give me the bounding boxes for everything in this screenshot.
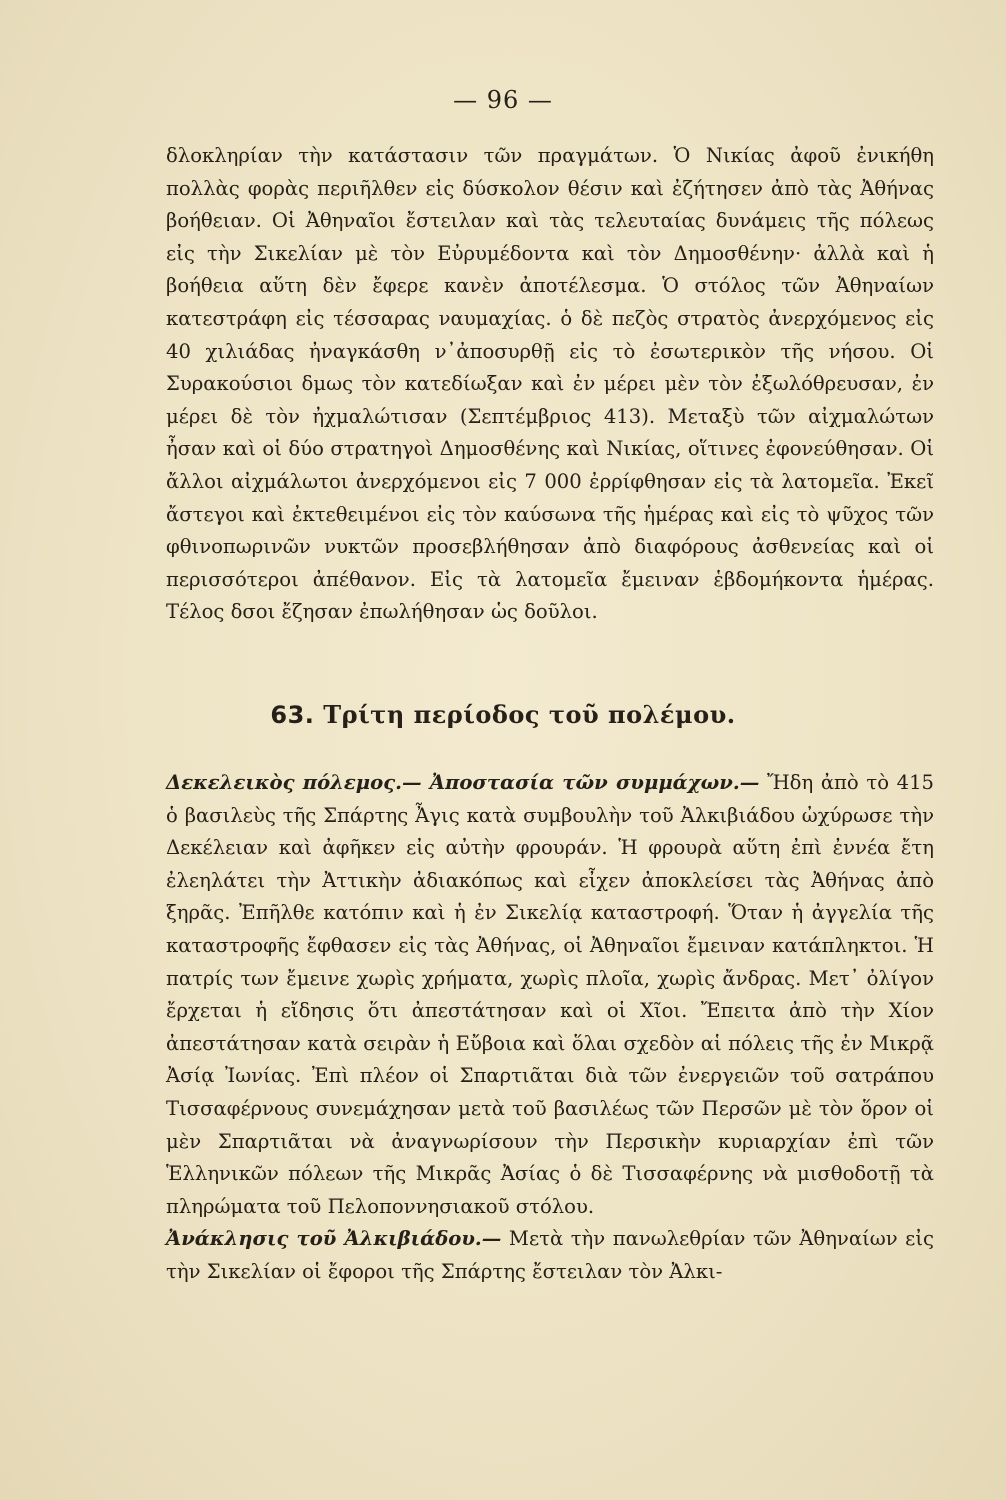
section-number: 63. xyxy=(270,701,315,729)
section-title: Τρίτη περίοδος τοῦ πολέμου. xyxy=(323,700,736,729)
paragraph-text: Μετὰ τὴν πανωλεθρίαν τῶν Ἀθηναίων εἰς τὴν Σικελίαν οἱ ἔφοροι τῆς Σπάρτης ἔστειλαν τὸν Ἀλκι- xyxy=(166,1227,934,1283)
paragraph-text: δλοκληρίαν τὴν κατάστασιν τῶν πραγμάτων. Ὁ Νικίας ἀφοῦ ἐνικήθη πολλὰς φορὰς περιῆλθεν εἰς δύσκολον θέσιν καὶ ἐζήτησεν ἀπὸ τὰς Ἀθήνας βοήθειαν. Οἱ Ἀθηναῖοι ἔστειλαν καὶ τὰς τελευταίας δυνάμεις τῆς πόλεως εἰς τὴν Σικελίαν μὲ τὸν Εὐρυμέδοντα καὶ τὸν Δημοσθένην· ἀλλὰ καὶ ἡ βοήθεια αὕτη δὲν ἔφερε κανὲν ἀποτέλεσμα. Ὁ στόλος τῶν Ἀθηναίων κατεστράφη εἰς τέσσαρας ναυμαχίας. ὁ δὲ πεζὸς στρατὸς ἀνερχόμενος εἰς 40 χιλιάδας ἠναγκάσθη ν᾽ἀποσυρθῇ εἰς τὸ ἐσωτερικὸν τῆς νήσου. Οἱ Συρακούσιοι δμως τὸν κατεδίωξαν καὶ ἐν μέρει μὲν τὸν ἐξωλόθρευσαν, ἐν μέρει δὲ τὸν ἠχμαλώτισαν (Σεπτέμβριος 413). Μεταξὺ τῶν αἰχμαλώτων ἦσαν καὶ οἱ δύο στρατηγοὶ Δημοσθένης καὶ Νικίας, οἵτινες ἐφονεύθησαν. Οἱ ἄλλοι αἰχμάλωτοι ἀνερχόμενοι εἰς 7 000 ἐρρίφθησαν εἰς τὰ λατομεῖα. Ἐκεῖ ἄστεγοι καὶ ἐκτεθειμένοι εἰς τὸν καύσωνα τῆς ἡμέρας καὶ εἰς τὸ ψῦχος τῶν φθινοπωρινῶν νυκτῶν προσεβλήθησαν ἀπὸ διαφόρους ἀσθενείας καὶ οἱ περισσότεροι ἀπέθανον. Εἰς τὰ λατομεῖα ἔμειναν ἑβδομήκοντα ἡμέρας. Τέλος δσοι ἔζησαν ἐπωλήθησαν ὡς δοῦλοι. xyxy=(166,144,934,624)
section-heading xyxy=(0,700,1006,729)
paragraph-lead-title: Δεκελεικὸς πόλεμος.— Ἀποστασία τῶν συμμάχων.— xyxy=(166,771,760,794)
paragraph-text: Ἤδη ἀπὸ τὸ 415 ὁ βασιλεὺς τῆς Σπάρτης Ἆγις κατὰ συμβουλὴν τοῦ Ἀλκιβιάδου ὠχύρωσε τὴν Δεκέλειαν καὶ ἀφῆκεν εἰς αὐτὴν φρουράν. Ἡ φρουρὰ αὕτη ἐπὶ ἐννέα ἔτη ἐλεηλάτει τὴν Ἀττικὴν ἀδιακόπως καὶ εἶχεν ἀποκλείσει τὰς Ἀθήνας ἀπὸ ξηρᾶς. Ἐπῆλθε κατόπιν καὶ ἡ ἐν Σικελίᾳ καταστροφή. Ὅταν ἡ ἀγγελία τῆς καταστροφῆς ἔφθασεν εἰς τὰς Ἀθήνας, οἱ Ἀθηναῖοι ἔμειναν κατάπληκτοι. Ἡ πατρίς των ἔμεινε χωρὶς χρήματα, χωρὶς πλοῖα, χωρὶς ἄνδρας. Μετ᾽ ὀλίγον ἔρχεται ἡ εἴδησις ὅτι ἀπεστάτησαν καὶ οἱ Χῖοι. Ἔπειτα ἀπὸ τὴν Χίον ἀπεστάτησαν κατὰ σειρὰν ἡ Εὔβοια καὶ ὅλαι σχεδὸν αἱ πόλεις τῆς ἐν Μικρᾷ Ἀσίᾳ Ἰωνίας. Ἐπὶ πλέον οἱ Σπαρτιᾶται διὰ τῶν ἐνεργειῶν τοῦ σατράπου Τισσαφέρνους συνεμάχησαν μετὰ τοῦ βασιλέως τῶν Περσῶν μὲ τὸν ὅρον οἱ μὲν Σπαρτιᾶται νὰ ἀναγνωρίσουν τὴν Περσικὴν κυριαρχίαν ἐπὶ τῶν Ἑλληνικῶν πόλεων τῆς Μικρᾶς Ἀσίας ὁ δὲ Τισσαφέρνης νὰ μισθοδοτῇ τὰ πληρώματα τοῦ Πελοποννησιακοῦ στόλου. xyxy=(166,771,935,1218)
paragraph xyxy=(166,767,934,1223)
continued-paragraph xyxy=(166,140,934,629)
paragraph-lead-title: Ἀνάκλησις τοῦ Ἀλκιβιάδου.— xyxy=(166,1227,502,1251)
page-number: — 96 — xyxy=(453,86,553,114)
paragraph xyxy=(166,1223,934,1288)
section-body xyxy=(166,767,934,1289)
